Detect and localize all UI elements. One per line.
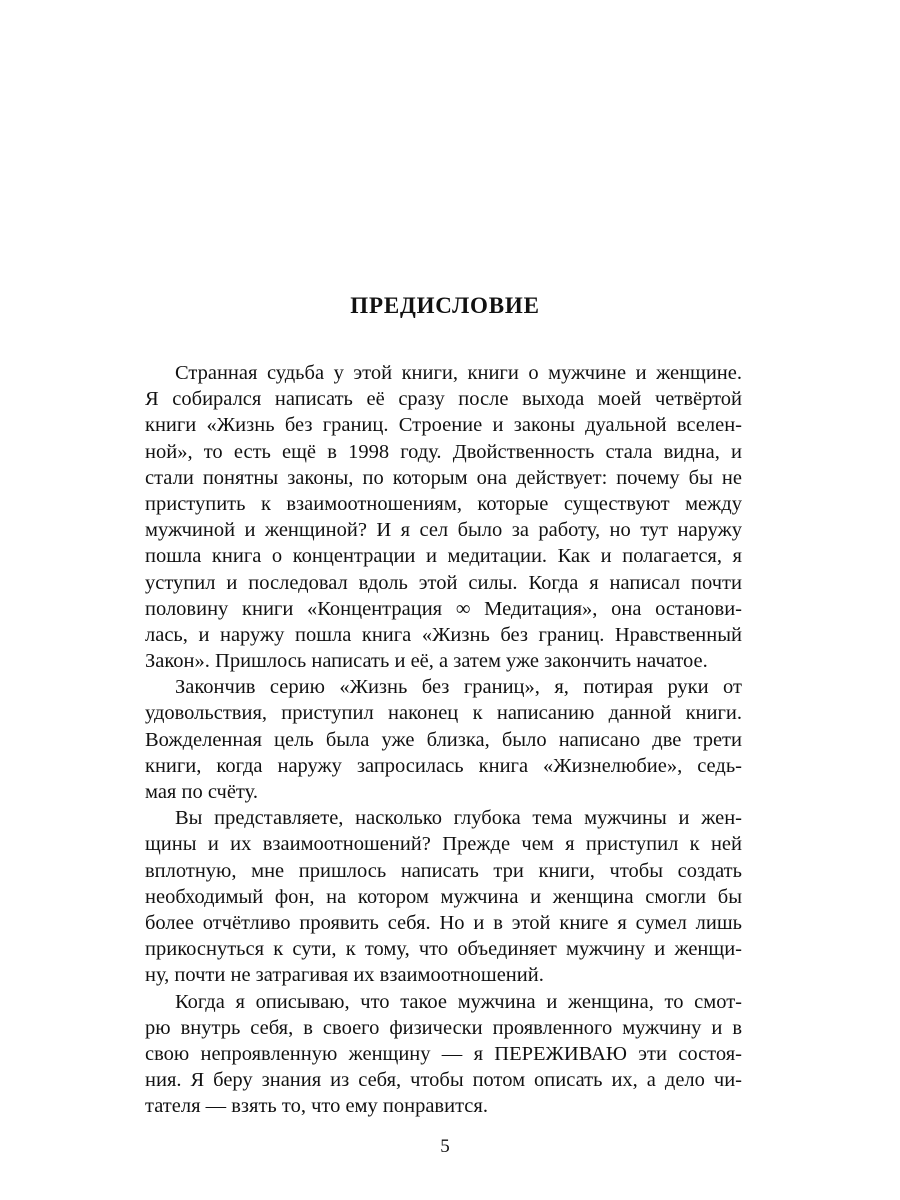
text-line: книги «Жизнь без границ. Строение и законы дуальной вселен- — [145, 414, 742, 437]
text-line: половину книги «Концентрация ∞ Медитация», она останови- — [145, 597, 742, 620]
text-line: Закон». Пришлось написать и её, а затем уже закончить начатое. — [145, 650, 708, 673]
chapter-title: ПРЕДИСЛОВИЕ — [350, 293, 540, 318]
paragraph — [145, 805, 742, 988]
text-line: приступить к взаимоотношениям, которые существуют между — [145, 492, 742, 515]
text-line: мая по счёту. — [145, 781, 258, 803]
text-line: удовольствия, приступил наконец к написанию данной книги. — [145, 702, 742, 725]
text-line: Вожделенная цель была уже близка, было написано две трети — [145, 728, 742, 751]
text-line: Закончив серию «Жизнь без границ», я, потирая руки от — [175, 676, 742, 699]
text-line: Вы представляете, насколько глубока тема мужчины и жен- — [175, 807, 742, 830]
text-line: более отчётливо проявить себя. Но и в этой книге я сумел лишь — [145, 911, 742, 934]
body-text — [145, 360, 742, 1119]
text-line: мужчиной и женщиной? И я сел было за работу, но тут наружу — [145, 519, 742, 542]
text-line: щины и их взаимоотношений? Прежде чем я приступил к ней — [145, 833, 742, 856]
text-line: Я собирался написать её сразу после выхода моей четвёртой — [145, 388, 742, 411]
text-line: уступил и последовал вдоль этой силы. Когда я написал почти — [145, 571, 742, 594]
text-line: рю внутрь себя, в своего физически проявленного мужчину и в — [145, 1016, 742, 1039]
text-line: необходимый фон, на котором мужчина и женщина смогли бы — [145, 885, 742, 908]
text-line: стали понятны законы, по которым она действует: почему бы не — [145, 466, 742, 489]
text-line: ния. Я беру знания из себя, чтобы потом описать их, а дело чи- — [145, 1069, 742, 1092]
text-line: вплотную, мне пришлось написать три книги, чтобы создать — [145, 859, 742, 882]
text-line: Странная судьба у этой книги, книги о мужчине и женщине. — [175, 362, 742, 384]
text-line: ну, почти не затрагивая их взаимоотношений. — [145, 964, 544, 987]
text-line: книги, когда наружу запросилась книга «Жизнелюбие», седь- — [145, 754, 742, 777]
paragraph — [145, 989, 742, 1120]
page-number: 5 — [440, 1136, 450, 1157]
text-line: лась, и наружу пошла книга «Жизнь без границ. Нравственный — [145, 623, 742, 646]
text-line: ной», то есть ещё в 1998 году. Двойственность стала видна, и — [145, 440, 742, 463]
text-line: Когда я описываю, что такое мужчина и женщина, то смот- — [175, 990, 742, 1013]
text-line: тателя — взять то, что ему понравится. — [145, 1095, 488, 1118]
text-line: свою непроявленную женщину — я ПЕРЕЖИВАЮ эти состоя- — [145, 1042, 742, 1065]
paragraph — [145, 674, 742, 805]
paragraph — [145, 360, 742, 674]
text-line: прикоснуться к сути, к тому, что объединяет мужчину и женщи- — [145, 938, 742, 961]
text-line: пошла книга о концентрации и медитации. Как и полагается, я — [145, 545, 742, 568]
